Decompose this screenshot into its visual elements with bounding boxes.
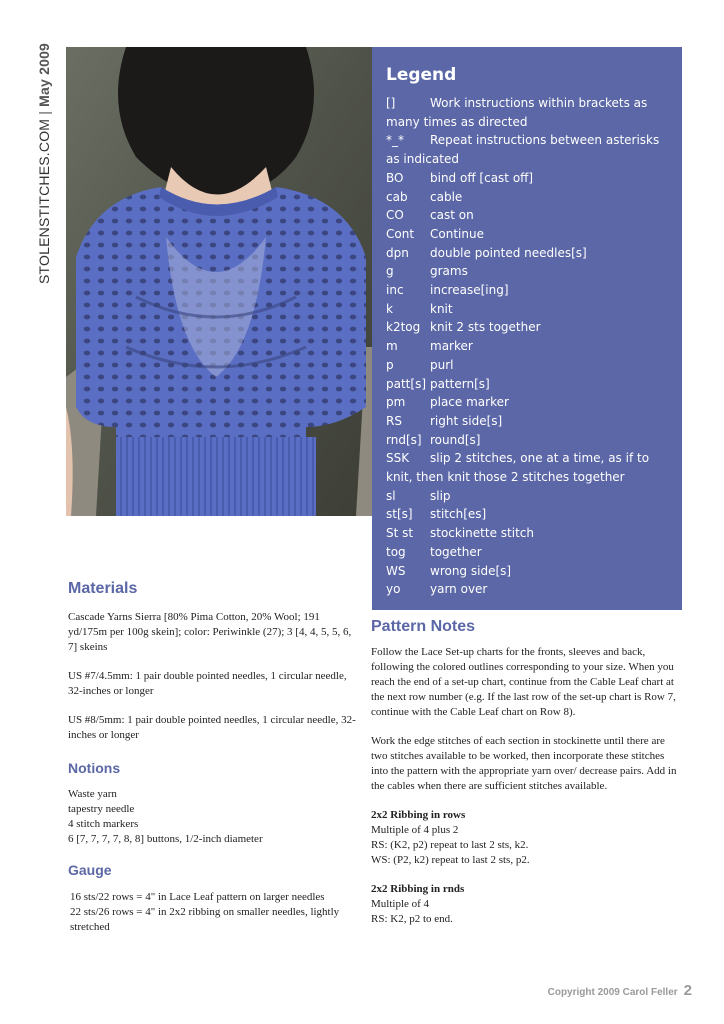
legend-desc: increase[ing] xyxy=(430,283,509,298)
notions-text xyxy=(68,787,358,847)
rib-rows-line: WS: (P2, k2) repeat to last 2 sts, p2. xyxy=(371,854,530,866)
legend-desc: cable xyxy=(430,189,463,204)
gauge-text xyxy=(70,890,350,935)
legend-desc: slip 2 stitches, one at a time, as if to knit, then knit those 2 stitches together xyxy=(386,451,650,485)
legend-row xyxy=(386,188,668,207)
materials-needles-2: US #8/5mm: 1 pair double pointed needles, 1 circular needle, 32-inches or longer xyxy=(68,714,356,741)
gauge-line-1: 16 sts/22 rows = 4" in Lace Leaf pattern on larger needles xyxy=(70,891,325,903)
legend-row xyxy=(386,337,668,356)
legend-desc: Continue xyxy=(430,226,484,241)
legend-abbr: rnd[s] xyxy=(386,432,422,447)
legend-desc: Repeat instructions between asterisks as indicated xyxy=(386,133,660,167)
legend-row xyxy=(386,580,668,599)
legend-desc: right side[s] xyxy=(430,413,503,428)
page-number: 2 xyxy=(683,982,692,999)
legend-desc: slip xyxy=(430,488,451,503)
rib-rows-line: RS: (K2, p2) repeat to last 2 sts, k2. xyxy=(371,839,529,851)
pattern-notes-p1: Follow the Lace Set-up charts for the fronts, sleeves and back, following the colored outlines corresponding to your size. When you reach the end of a set-up chart, continue from the Cable Leaf chart at the next row number (e.g. If the last row of the set-up chart is Row 7, continue with the Cable Leaf chart on Row 8). xyxy=(371,646,676,718)
rib-rows-line: Multiple of 4 plus 2 xyxy=(371,824,459,836)
legend-row xyxy=(386,449,668,486)
legend-abbr: m xyxy=(386,339,398,354)
legend-abbr: pm xyxy=(386,395,406,410)
legend-row xyxy=(386,131,668,168)
legend-abbr: BO xyxy=(386,170,404,185)
sweater-illustration xyxy=(66,47,372,516)
legend-desc: grams xyxy=(430,264,468,279)
legend-abbr: Cont xyxy=(386,226,415,241)
legend-abbr: cab xyxy=(386,189,408,204)
masthead-separator: | xyxy=(36,110,52,115)
legend-desc: pattern[s] xyxy=(430,376,490,391)
legend-row xyxy=(386,431,668,450)
legend-title: Legend xyxy=(386,65,457,85)
site-name: STOLENSTITCHES.COM xyxy=(36,118,52,284)
legend-row xyxy=(386,318,668,337)
legend-row xyxy=(386,412,668,431)
materials-needles-1: US #7/4.5mm: 1 pair double pointed needles, 1 circular needle, 32-inches or longer xyxy=(68,670,347,697)
legend-desc: purl xyxy=(430,357,454,372)
legend-row xyxy=(386,262,668,281)
legend-row xyxy=(386,375,668,394)
notions-heading: Notions xyxy=(68,760,121,776)
masthead-text xyxy=(36,43,52,284)
legend-abbr: yo xyxy=(386,582,401,597)
legend-row xyxy=(386,356,668,375)
legend-desc: wrong side[s] xyxy=(430,563,512,578)
legend-abbr: patt[s] xyxy=(386,376,426,391)
notion-item: 4 stitch markers xyxy=(68,818,139,830)
legend-abbr: *_* xyxy=(386,133,404,148)
legend-abbr: k2tog xyxy=(386,320,421,335)
sweater-photo xyxy=(66,47,372,516)
legend-row xyxy=(386,244,668,263)
legend-abbr: st[s] xyxy=(386,507,413,522)
legend-row xyxy=(386,505,668,524)
rib-rnds-title: 2x2 Ribbing in rnds xyxy=(371,883,465,895)
legend-abbr: SSK xyxy=(386,451,410,466)
materials-heading: Materials xyxy=(68,580,138,597)
pattern-notes-heading: Pattern Notes xyxy=(371,618,476,635)
legend-desc: bind off [cast off] xyxy=(430,170,534,185)
legend-abbr: dpn xyxy=(386,245,409,260)
legend-desc: double pointed needles[s] xyxy=(430,245,587,260)
gauge-line-2: 22 sts/26 rows = 4" in 2x2 ribbing on smaller needles, lightly stretched xyxy=(70,906,340,933)
legend-desc: knit 2 sts together xyxy=(430,320,541,335)
legend-abbr: k xyxy=(386,301,393,316)
legend-abbr: g xyxy=(386,264,394,279)
legend-desc: cast on xyxy=(430,208,474,223)
materials-text xyxy=(68,610,358,757)
legend-abbr: St st xyxy=(386,526,414,541)
legend-abbr: WS xyxy=(386,563,406,578)
legend-desc: stitch[es] xyxy=(430,507,487,522)
copyright-text: Copyright 2009 Carol Feller xyxy=(547,987,678,998)
legend-desc: marker xyxy=(430,339,473,354)
legend-row xyxy=(386,543,668,562)
pattern-notes-p2: Work the edge stitches of each section in stockinette until there are two stitches available to be worked, then incorporate these stitches into the pattern with the appropriate yarn over/ decrease pairs. Add in the cables when there are sufficient stitches available. xyxy=(371,735,677,792)
notion-item: tapestry needle xyxy=(68,803,135,815)
masthead xyxy=(32,40,58,290)
legend-desc: place marker xyxy=(430,395,509,410)
materials-yarn: Cascade Yarns Sierra [80% Pima Cotton, 20% Wool; 191 yd/175m per 100g skein]; color: Periwinkle (27); 3 [4, 4, 5, 5, 6, 7] skeins xyxy=(68,611,352,653)
legend-abbr: RS xyxy=(386,413,402,428)
legend-box xyxy=(372,47,682,610)
legend-abbr: [] xyxy=(386,96,396,110)
legend-row xyxy=(386,562,668,581)
legend-row xyxy=(386,169,668,188)
legend-row xyxy=(386,94,668,131)
rib-rows-title: 2x2 Ribbing in rows xyxy=(371,809,466,821)
legend-row xyxy=(386,206,668,225)
legend-abbr: p xyxy=(386,357,394,372)
legend-desc: knit xyxy=(430,301,453,316)
legend-row xyxy=(386,300,668,319)
notion-item: 6 [7, 7, 7, 7, 8, 8] buttons, 1/2-inch diameter xyxy=(68,833,263,845)
legend-abbr: CO xyxy=(386,208,404,223)
legend-abbr: tog xyxy=(386,544,406,559)
legend-row xyxy=(386,524,668,543)
legend-desc: round[s] xyxy=(430,432,481,447)
legend-abbr: inc xyxy=(386,283,404,298)
issue-date: May 2009 xyxy=(36,42,52,107)
notion-item: Waste yarn xyxy=(68,788,117,800)
legend-desc: stockinette stitch xyxy=(430,526,534,541)
gauge-heading: Gauge xyxy=(68,862,112,878)
legend-row xyxy=(386,225,668,244)
legend-row xyxy=(386,393,668,412)
legend-row xyxy=(386,281,668,300)
legend-desc: yarn over xyxy=(430,582,488,597)
pattern-notes-text xyxy=(371,645,683,927)
legend-desc: together xyxy=(430,544,482,559)
legend-row xyxy=(386,487,668,506)
legend-desc: Work instructions within brackets as many times as directed xyxy=(386,96,648,129)
legend-abbr: sl xyxy=(386,488,396,503)
rib-rnds-line: Multiple of 4 xyxy=(371,898,430,910)
page-footer xyxy=(548,982,692,999)
legend-list xyxy=(386,94,668,599)
rib-rnds-line: RS: K2, p2 to end. xyxy=(371,913,453,925)
